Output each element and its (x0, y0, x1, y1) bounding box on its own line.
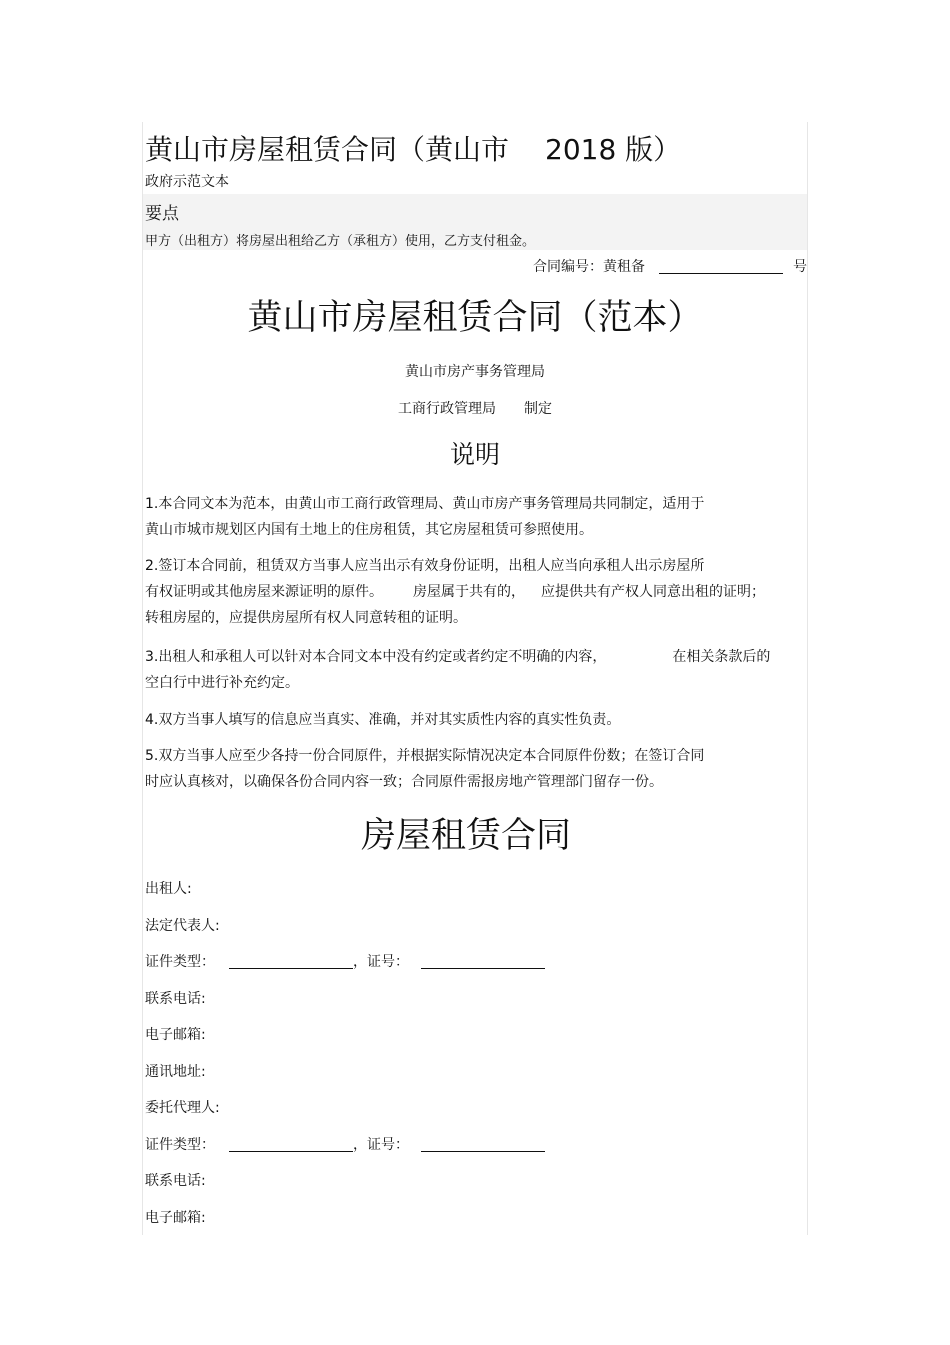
instruction-5-line-2: 时应认真核对，以确保各份合同内容一致；合同原件需报房地产管理部门留存一份。 (145, 774, 663, 790)
contract-number-label: 合同编号：黄租备 (533, 259, 645, 275)
key-points-heading: 要点 (145, 204, 179, 224)
contract-number-suffix: 号 (793, 259, 807, 275)
issuer-line-1: 黄山市房产事务管理局 (405, 364, 545, 380)
agent-field: 委托代理人: (145, 1100, 220, 1116)
document-page (142, 122, 808, 1235)
id-number-blank[interactable] (421, 954, 545, 969)
email-field: 电子邮箱: (145, 1027, 206, 1043)
agent-id-type-label: 证件类型： (145, 1137, 215, 1153)
agent-id-number-label: ，证号： (353, 1137, 409, 1153)
contract-number-blank[interactable] (659, 259, 783, 274)
instruction-5 (145, 743, 704, 795)
instructions-heading: 说明 (449, 440, 500, 469)
instruction-1-line-2: 黄山市城市规划区内国有土地上的住房租赁，其它房屋租赁可参照使用。 (145, 522, 593, 538)
id-type-field (145, 951, 545, 971)
instruction-2-line-2-a: 有权证明或其他房屋来源证明的原件。 (145, 584, 383, 600)
title-part-1: 黄山市房屋租赁合同（黄山市 (145, 133, 510, 166)
key-points-text: 甲方（出租方）将房屋出租给乙方（承租方）使用，乙方支付租金。 (145, 234, 536, 249)
instruction-2-line-2-b: 房屋属于共有的， (413, 584, 525, 600)
id-type-blank[interactable] (229, 954, 353, 969)
instruction-3-line-1-a: 3.出租人和承租人可以针对本合同文本中没有约定或者约定不明确的内容， (145, 649, 607, 665)
issuer-line-2-a: 工商行政管理局 (398, 401, 496, 417)
instruction-1-line-1: 1.本合同文本为范本，由黄山市工商行政管理局、黄山市房产事务管理局共同制定，适用于 (145, 496, 705, 512)
instruction-3 (145, 644, 770, 696)
contract-number (533, 256, 807, 276)
instruction-2 (145, 553, 765, 631)
instruction-1 (145, 491, 704, 543)
legal-rep-field: 法定代表人: (145, 918, 220, 934)
document-title (145, 128, 681, 168)
contract-title: 房屋租赁合同 (360, 816, 571, 856)
document-subtitle: 政府示范文本 (145, 174, 229, 190)
agent-email-field: 电子邮箱: (145, 1210, 206, 1226)
agent-id-number-blank[interactable] (421, 1137, 545, 1152)
instruction-5-line-1: 5.双方当事人应至少各持一份合同原件，并根据实际情况决定本合同原件份数；在签订合同 (145, 748, 705, 764)
id-type-label: 证件类型： (145, 954, 215, 970)
instruction-2-line-2 (145, 579, 765, 605)
instruction-2-line-3: 转租房屋的，应提供房屋所有权人同意转租的证明。 (145, 610, 467, 626)
template-title: 黄山市房屋租赁合同（范本） (247, 298, 703, 338)
instruction-3-line-1 (145, 644, 770, 670)
instruction-3-line-1-b: 在相关条款后的 (672, 649, 771, 665)
title-part-2: 2018 版） (545, 133, 682, 166)
agent-phone-field: 联系电话: (145, 1173, 206, 1189)
agent-id-type-blank[interactable] (229, 1137, 353, 1152)
issuer-line-2 (143, 398, 807, 418)
issuer-line-2-b: 制定 (524, 401, 552, 417)
instruction-3-line-2: 空白行中进行补充约定。 (145, 675, 299, 691)
instruction-2-line-2-c: 应提供共有产权人同意出租的证明； (541, 584, 765, 600)
instruction-4: 4.双方当事人填写的信息应当真实、准确，并对其实质性内容的真实性负责。 (145, 712, 621, 728)
id-number-label: ，证号： (353, 954, 409, 970)
phone-field: 联系电话: (145, 991, 206, 1007)
lessor-field: 出租人: (145, 881, 192, 897)
agent-id-type-field (145, 1134, 545, 1154)
address-field: 通讯地址: (145, 1064, 206, 1080)
instruction-2-line-1: 2.签订本合同前，租赁双方当事人应当出示有效身份证明，出租人应当向承租人出示房屋所 (145, 558, 705, 574)
